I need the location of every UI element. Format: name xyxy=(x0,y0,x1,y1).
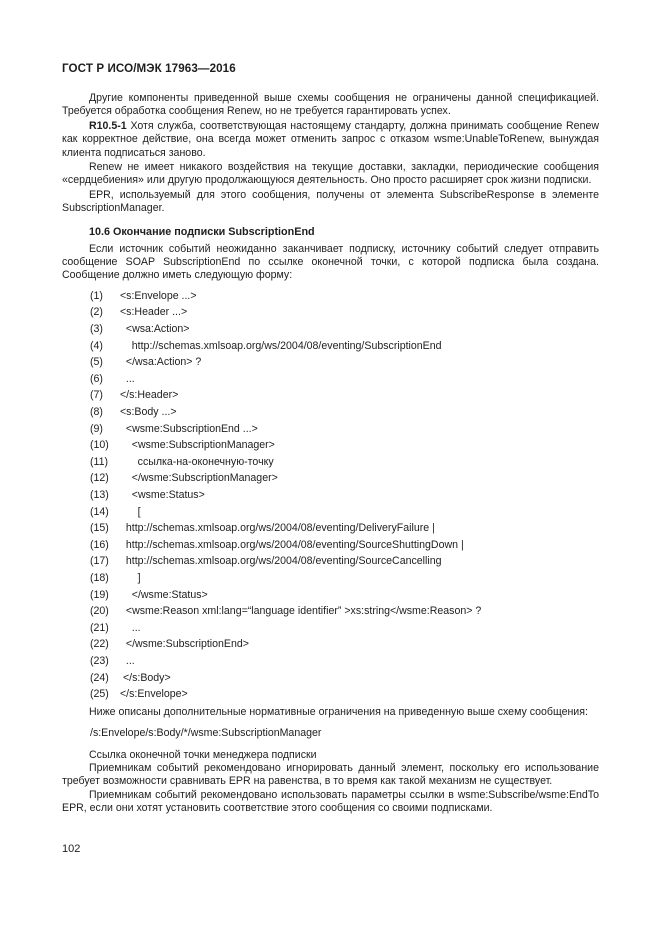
rule-label: R10.5-1 xyxy=(89,119,127,132)
code-line-text: </wsa:Action> ? xyxy=(120,356,202,369)
code-line xyxy=(62,504,599,521)
code-line xyxy=(62,338,599,355)
code-line xyxy=(62,570,599,587)
paragraph: Renew не имеет никакого воздействия на текущие доставки, закладки, периодические сообщения «сердцебиения» или другую продолжающуюся деятельность. Оно просто расширяет срок жизни подписки. xyxy=(62,161,599,187)
code-line xyxy=(62,520,599,537)
code-line-text: <wsme:SubscriptionManager> xyxy=(120,439,275,452)
code-line-text: ссылка-на-оконечную-точку xyxy=(120,455,274,468)
code-line-number: (17) xyxy=(90,555,109,568)
code-line xyxy=(62,387,599,404)
code-listing xyxy=(62,288,599,703)
code-line-text: </wsme:Status> xyxy=(120,588,208,601)
xpath-expression: /s:Envelope/s:Body/*/wsme:SubscriptionManager xyxy=(90,727,322,740)
code-line-text: ... xyxy=(120,621,141,634)
code-line-text: <s:Header ...> xyxy=(120,306,188,319)
code-line xyxy=(62,304,599,321)
code-line-number: (4) xyxy=(90,339,103,352)
paragraph: Другие компоненты приведенной выше схемы сообщения не ограничены данной спецификацией. Требуется обработка сообщения Renew, но не требуется гарантировать успех. xyxy=(62,92,599,118)
code-line-text: ] xyxy=(120,571,141,584)
code-line-number: (16) xyxy=(90,538,109,551)
rule-text: Хотя служба, соответствующая настоящему стандарту, должна принимать сообщение Renew как корректное действие, она всегда может отменить запрос с отказом wsme:UnableToRenew, вынуждая клиента подписаться заново. xyxy=(62,119,600,159)
code-line xyxy=(62,620,599,637)
code-line-number: (11) xyxy=(90,455,109,468)
code-line xyxy=(62,354,599,371)
code-line xyxy=(62,603,599,620)
code-line-number: (8) xyxy=(90,406,103,419)
code-line xyxy=(62,587,599,604)
code-line-number: (10) xyxy=(90,439,109,452)
code-line xyxy=(62,686,599,703)
code-line-number: (3) xyxy=(90,323,103,336)
code-line xyxy=(62,553,599,570)
code-line-text: ... xyxy=(120,654,135,667)
code-line-number: (23) xyxy=(90,654,109,667)
code-line xyxy=(62,454,599,471)
code-line-text: <s:Envelope ...> xyxy=(120,289,197,302)
code-line-text: <wsme:Status> xyxy=(120,489,205,501)
code-line xyxy=(62,288,599,305)
code-line-text: http://schemas.xmlsoap.org/ws/2004/08/eventing/SubscriptionEnd xyxy=(120,339,442,352)
code-line-number: (9) xyxy=(90,422,103,435)
page-number: 102 xyxy=(62,843,81,855)
code-line-text: </wsme:SubscriptionManager> xyxy=(120,472,278,485)
code-line xyxy=(62,437,599,454)
code-line-text: ... xyxy=(120,372,135,385)
code-line-text: http://schemas.xmlsoap.org/ws/2004/08/eventing/SourceShuttingDown | xyxy=(120,538,464,551)
code-line xyxy=(62,670,599,687)
section-intro: Если источник событий неожиданно заканчивает подписку, источнику событий следует отправить сообщение SOAP SubscriptionEnd по ссылке оконечной точки, с которой подписка была создана. Сообщение должно иметь следующую форму: xyxy=(62,242,599,282)
paragraph: EPR, используемый для этого сообщения, получены от элемента SubscribeResponse в элементе SubscriptionManager. xyxy=(62,188,599,215)
code-line-number: (19) xyxy=(90,588,109,601)
code-line-number: (18) xyxy=(90,571,109,584)
code-line xyxy=(62,470,599,487)
page-content xyxy=(62,92,599,816)
code-line-number: (13) xyxy=(90,489,109,501)
code-line-text: http://schemas.xmlsoap.org/ws/2004/08/eventing/DeliveryFailure | xyxy=(120,522,435,535)
code-line-number: (12) xyxy=(90,472,109,485)
code-line xyxy=(62,371,599,388)
code-line-number: (14) xyxy=(90,505,109,518)
code-line-number: (5) xyxy=(90,356,103,369)
code-line-number: (24) xyxy=(90,671,109,684)
code-line-text: <s:Body ...> xyxy=(120,406,177,419)
code-line-text: <wsme:SubscriptionEnd ...> xyxy=(120,422,258,435)
description-title: Ссылка оконечной точки менеджера подписки xyxy=(89,748,317,761)
rule-paragraph xyxy=(62,120,599,160)
code-line xyxy=(62,636,599,653)
code-line-text: </s:Header> xyxy=(120,389,179,402)
code-line xyxy=(62,421,599,438)
code-line-text: <wsme:Reason xml:lang=“language identifier” >xs:string</wsme:Reason> ? xyxy=(120,605,482,618)
code-line-number: (2) xyxy=(90,306,103,319)
section-heading: 10.6 Окончание подписки SubscriptionEnd xyxy=(89,225,315,238)
code-line-number: (15) xyxy=(90,522,109,535)
code-line-number: (7) xyxy=(90,389,103,402)
code-line-text: </wsme:SubscriptionEnd> xyxy=(120,638,249,651)
code-line-text: http://schemas.xmlsoap.org/ws/2004/08/eventing/SourceCancelling xyxy=(120,555,442,568)
description-paragraph: Приемникам событий рекомендовано использовать параметры ссылки в wsme:Subscribe/wsme:EndTo EPR, если они хотят установить соответствие этого сообщения со своими подписками. xyxy=(62,788,599,815)
code-line xyxy=(62,321,599,338)
code-line-text: </s:Envelope> xyxy=(120,688,188,701)
document-header: ГОСТ Р ИСО/МЭК 17963—2016 xyxy=(62,62,236,75)
code-line-text: </s:Body> xyxy=(120,671,171,684)
code-line xyxy=(62,653,599,670)
code-line-number: (1) xyxy=(90,289,103,302)
code-line-number: (25) xyxy=(90,688,109,701)
code-line-number: (21) xyxy=(90,621,109,634)
code-line xyxy=(62,404,599,421)
constraints-intro: Ниже описаны дополнительные нормативные ограничения на приведенную выше схему сообщения: xyxy=(89,705,588,718)
description-paragraph: Приемникам событий рекомендовано игнорировать данный элемент, поскольку его использование требует возможности сравнивать EPR на равенства, в то время как такой механизм не существует. xyxy=(62,761,599,788)
code-line xyxy=(62,537,599,554)
code-line-number: (20) xyxy=(90,605,109,618)
code-line-number: (22) xyxy=(90,638,109,651)
code-line-text: <wsa:Action> xyxy=(120,323,190,336)
code-line xyxy=(62,487,599,504)
code-line-text: [ xyxy=(120,505,141,518)
code-line-number: (6) xyxy=(90,372,103,385)
